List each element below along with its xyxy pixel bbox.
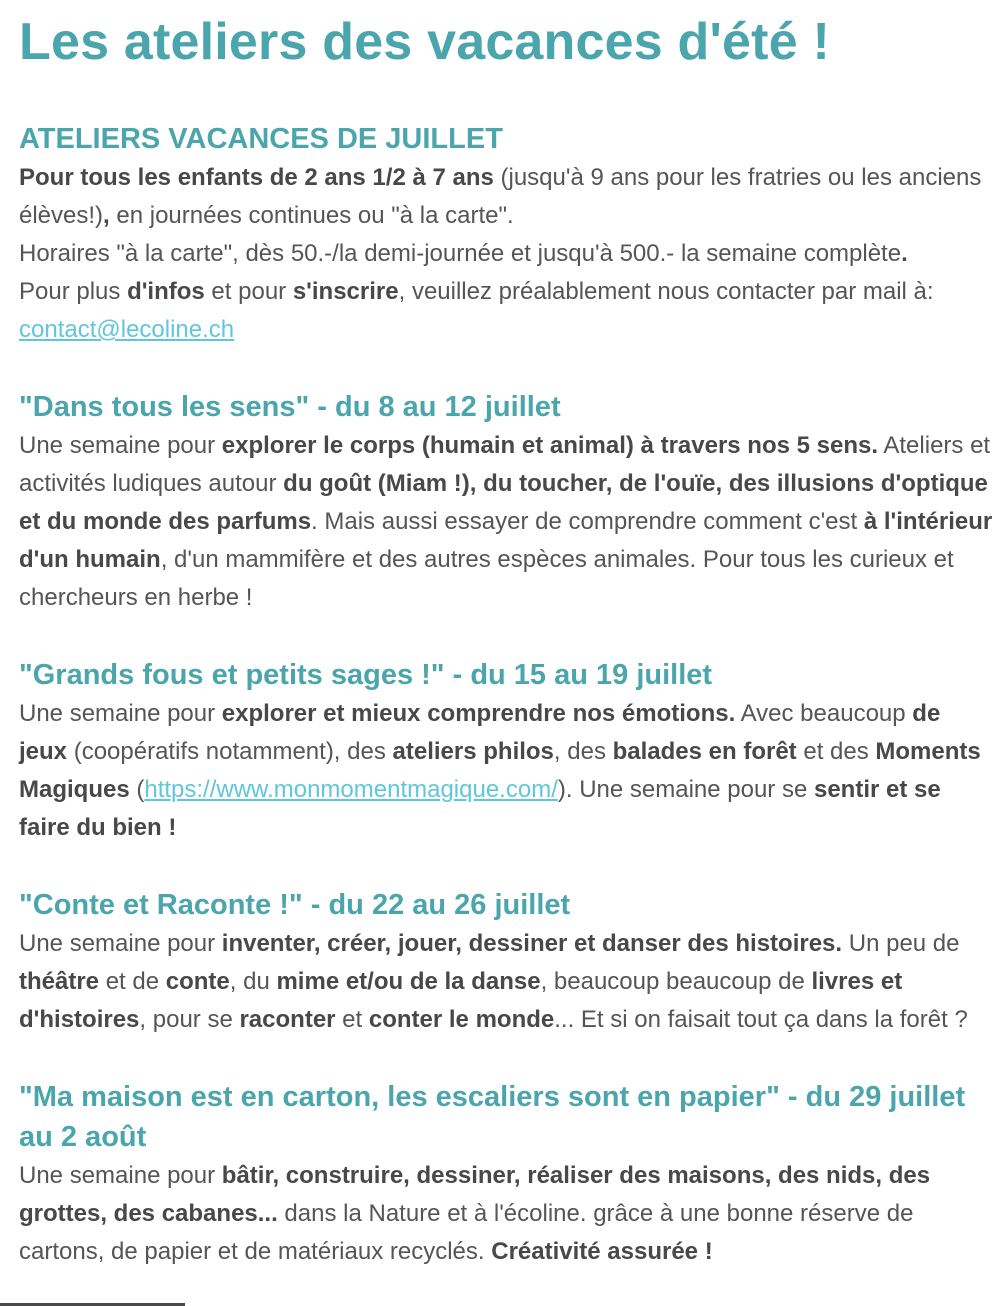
workshop-heading: "Dans tous les sens" - du 8 au 12 juillet <box>19 391 561 423</box>
contact-email-link[interactable]: contact@lecoline.ch <box>19 316 235 343</box>
workshop-description: Une semaine pour explorer et mieux comprendre nos émotions. Avec beaucoup de jeux (coopératifs notamment), des ateliers philos, des balades en forêt et des Moments Magiques (https://www.monmomentmagique.com/). Une semaine pour se sentir et se faire du bien ! <box>19 700 981 841</box>
workshop-heading: "Conte et Raconte !" - du 22 au 26 juillet <box>19 889 571 921</box>
workshop-description: Une semaine pour bâtir, construire, dessiner, réaliser des maisons, des nids, des grottes, des cabanes... dans la Nature et à l'écoline. grâce à une bonne réserve de cartons, de papier et de matériaux recyclés. Créativité assurée ! <box>19 1162 931 1265</box>
page-content <box>19 0 994 1271</box>
age-range-text: Pour tous les enfants de 2 ans 1/2 à 7 ans <box>19 164 494 191</box>
page-title: Les ateliers des vacances d'été ! <box>19 13 830 71</box>
moment-magique-link[interactable]: https://www.monmomentmagique.com/ <box>144 776 558 803</box>
workshop-description: Une semaine pour inventer, créer, jouer, dessiner et danser des histoires. Un peu de théâtre et de conte, du mime et/ou de la danse, beaucoup beaucoup de livres et d'histoires, pour se raconter et conter le monde... Et si on faisait tout ça dans la forêt ? <box>19 930 968 1033</box>
pricing-text: Horaires "à la carte", dès 50.-/la demi-journée et jusqu'à 500.- la semaine complète <box>19 240 902 267</box>
july-intro-section <box>19 119 994 349</box>
workshop-section <box>19 387 994 617</box>
workshop-section <box>19 885 994 1039</box>
workshop-heading: "Grands fous et petits sages !" - du 15 au 19 juillet <box>19 659 713 691</box>
workshop-heading: "Ma maison est en carton, les escaliers sont en papier" - du 29 juillet au 2 août <box>19 1081 966 1153</box>
workshop-section <box>19 1077 994 1271</box>
intro-paragraph: Pour tous les enfants de 2 ans 1/2 à 7 ans (jusqu'à 9 ans pour les fratries ou les anciens élèves!), en journées continues ou "à la carte". Horaires "à la carte", dès 50.-/la demi-journée et jusqu'à 500.- la semaine complète. Pour plus d'infos et pour s'inscrire, veuillez préalablement nous contacter par mail à: contact@lecoline.ch <box>19 164 982 343</box>
workshop-section <box>19 655 994 847</box>
month-heading: ATELIERS VACANCES DE JUILLET <box>19 123 503 155</box>
workshop-description: Une semaine pour explorer le corps (humain et animal) à travers nos 5 sens. Ateliers et activités ludiques autour du goût (Miam !), du toucher, de l'ouïe, des illusions d'optique et du monde des parfums. Mais aussi essayer de comprendre comment c'est à l'intérieur d'un humain, d'un mammifère et des autres espèces animales. Pour tous les curieux et chercheurs en herbe ! <box>19 432 993 611</box>
